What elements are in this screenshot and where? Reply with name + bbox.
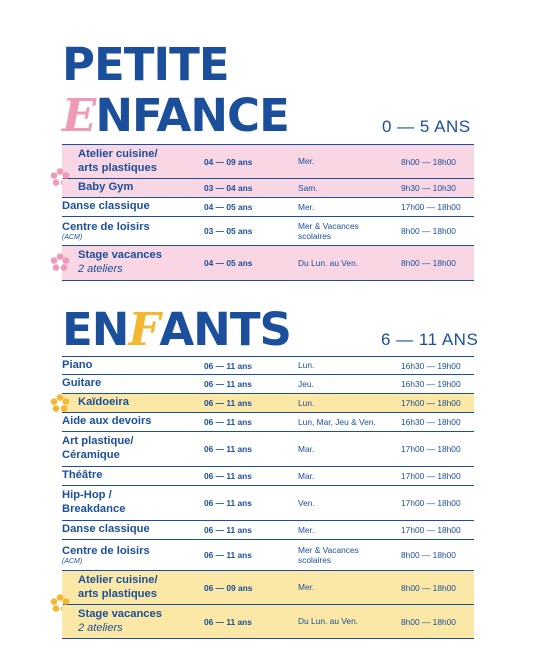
activity-name: Kaïdoeira	[78, 396, 129, 409]
title-line-2-rest: NFANCE	[95, 89, 289, 142]
title-line-2	[62, 89, 289, 142]
table-petite-enfance	[62, 144, 474, 281]
activity-day: Jeu.	[298, 378, 314, 389]
age-range-petite-enfance: 0 — 5 ANS	[382, 117, 471, 136]
table-row	[62, 198, 474, 217]
activity-hours: 9h30 — 10h30	[401, 183, 456, 193]
activity-ages: 06 — 11 ans	[204, 550, 252, 560]
activity-day: Mer.	[298, 201, 315, 212]
activity-name: Théâtre	[62, 469, 103, 482]
activity-hours: 17h00 — 18h00	[401, 525, 461, 535]
title-accent-letter: F	[128, 303, 160, 356]
activity-name: Centre de loisirs (ACM)	[62, 220, 150, 242]
activity-ages: 04 — 05 ans	[204, 202, 253, 212]
table-row	[62, 356, 474, 375]
activity-name: Stage vacances 2 ateliers	[78, 249, 162, 276]
activity-ages: 06 — 11 ans	[204, 525, 252, 535]
activity-day: Lun, Mar, Jeu & Ven.	[298, 416, 376, 427]
activity-hours: 16h30 — 19h00	[401, 360, 461, 371]
title-rest: ANTS	[159, 303, 291, 356]
table-row	[62, 432, 474, 467]
table-row	[62, 217, 474, 246]
activity-name: Guitare	[62, 377, 102, 390]
activity-name: Piano	[62, 358, 93, 371]
activity-hours: 17h00 — 18h00	[401, 471, 461, 481]
table-row	[62, 394, 474, 413]
activity-hours: 17h00 — 18h00	[401, 498, 461, 508]
table-row	[62, 540, 474, 571]
activity-hours: 8h00 — 18h00	[401, 258, 456, 268]
activity-name: Atelier cuisine/ arts plastiques	[78, 147, 158, 174]
activity-ages: 06 — 11 ans	[204, 379, 252, 389]
title-accent-letter: E	[62, 89, 96, 142]
activity-ages: 06 — 11 ans	[204, 360, 252, 371]
table-row	[62, 179, 474, 198]
title-line-1: PETITE	[62, 38, 229, 91]
activity-day: Mar.	[298, 443, 315, 454]
activity-day: Mer.	[298, 156, 315, 167]
activity-day: Mar.	[298, 470, 315, 481]
table-row	[62, 605, 474, 639]
activity-name: Atelier cuisine/ arts plastiques	[78, 573, 158, 600]
activity-hours: 8h00 — 18h00	[401, 156, 456, 167]
activity-day: Mer.	[298, 582, 315, 593]
table-row	[62, 521, 474, 540]
activity-ages: 03 — 05 ans	[204, 226, 253, 236]
age-range-enfants: 6 — 11 ANS	[381, 330, 479, 349]
flower-icon	[49, 393, 71, 415]
activity-ages: 06 — 11 ans	[204, 498, 252, 508]
activity-name: Hip-Hop / Breakdance	[62, 489, 126, 515]
activity-day: Lun.	[298, 360, 315, 371]
activity-day: Mer & Vacances scolaires	[298, 544, 359, 565]
table-row	[62, 375, 474, 394]
activity-day: Mer.	[298, 524, 315, 535]
table-row	[62, 486, 474, 521]
activity-ages: 06 — 11 ans	[204, 398, 252, 408]
activity-ages: 06 — 11 ans	[204, 616, 252, 627]
activity-ages: 04 — 09 ans	[204, 156, 253, 167]
activity-name: Danse classique	[62, 523, 150, 536]
activity-day: Du Lun. au Ven.	[298, 257, 359, 268]
table-row	[62, 144, 474, 179]
section-title-enfants	[62, 303, 291, 356]
activity-hours: 16h30 — 19h00	[401, 379, 461, 389]
activity-name: Aide aux devoirs	[62, 415, 152, 428]
activity-hours: 8h00 — 18h00	[401, 616, 456, 627]
table-row	[62, 413, 474, 432]
flower-icon	[49, 252, 71, 274]
activity-hours: 8h00 — 18h00	[401, 226, 456, 236]
activity-ages: 03 — 04 ans	[204, 183, 253, 193]
activity-hours: 8h00 — 18h00	[401, 582, 456, 593]
activity-name: Danse classique	[62, 200, 150, 213]
activity-day: Mer & Vacances scolaires	[298, 220, 359, 241]
activity-ages: 06 — 11 ans	[204, 444, 252, 454]
activity-day: Sam.	[298, 182, 318, 193]
activity-day: Du Lun. au Ven.	[298, 616, 359, 627]
activity-hours: 17h00 — 18h00	[401, 444, 461, 454]
activity-ages: 06 — 09 ans	[204, 582, 253, 593]
activity-hours: 17h00 — 18h00	[401, 398, 461, 408]
activity-name: Centre de loisirs (ACM)	[62, 544, 150, 566]
activity-hours: 8h00 — 18h00	[401, 550, 456, 560]
activity-hours: 17h00 — 18h00	[401, 202, 461, 212]
activity-ages: 04 — 05 ans	[204, 258, 253, 268]
activity-ages: 06 — 11 ans	[204, 471, 252, 481]
activity-name: Art plastique/ Céramique	[62, 435, 134, 461]
section-title-petite-enfance	[62, 38, 289, 142]
activity-day: Ven.	[298, 497, 315, 508]
table-row	[62, 571, 474, 605]
activity-hours: 16h30 — 18h00	[401, 417, 461, 427]
activity-name: Stage vacances 2 ateliers	[78, 607, 162, 634]
table-row	[62, 246, 474, 281]
table-row	[62, 467, 474, 486]
title-pre: EN	[62, 303, 129, 356]
activity-name: Baby Gym	[78, 181, 134, 194]
activity-day: Lun.	[298, 397, 315, 408]
table-enfants	[62, 356, 474, 639]
activity-ages: 06 — 11 ans	[204, 417, 252, 427]
